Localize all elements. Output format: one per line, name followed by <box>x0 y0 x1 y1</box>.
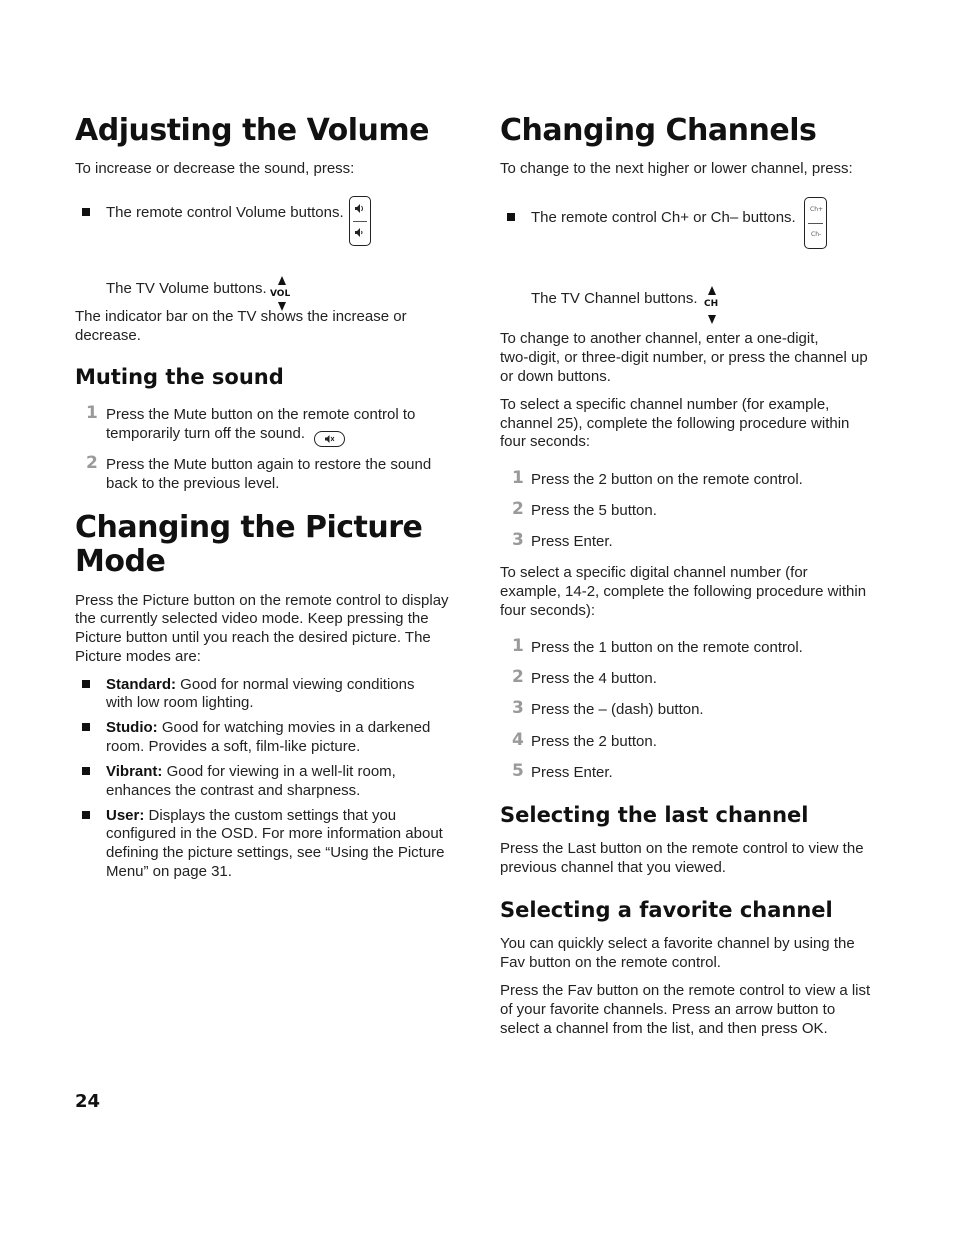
indicator-line-2: decrease. <box>75 327 141 344</box>
mode-term: Standard: <box>106 676 177 693</box>
heading-last-channel: Selecting the last channel <box>500 803 809 827</box>
mode-term: Vibrant: <box>106 763 163 780</box>
mute-step-2-line-2: back to the previous level. <box>106 475 280 492</box>
last-channel-line: previous channel that you viewed. <box>500 859 726 876</box>
channels-para2-line: four seconds: <box>500 433 591 450</box>
digital-step-text: Press the – (dash) button. <box>531 701 704 718</box>
mode-desc: Displays the custom settings that you <box>144 807 397 824</box>
channels-intro: To change to the next higher or lower channel, press: <box>500 160 853 177</box>
heading-adjusting-volume: Adjusting the Volume <box>75 113 430 148</box>
digital-step-text: Press the 2 button. <box>531 733 657 750</box>
mute-step-1-line-1: Press the Mute button on the remote control to <box>106 406 416 423</box>
favorite-para1-line: Fav button on the remote control. <box>500 954 721 971</box>
mode-user-line-2: configured in the OSD. For more information about <box>106 825 443 842</box>
last-channel-line: Press the Last button on the remote control to view the <box>500 840 864 857</box>
channel-step-text: Press the 2 button on the remote control. <box>531 471 803 488</box>
step-number: 1 <box>512 468 524 488</box>
favorite-para1-line: You can quickly select a favorite channel by using the <box>500 935 855 952</box>
heading-picture-mode-line-1: Changing the Picture <box>75 510 423 545</box>
heading-changing-channels: Changing Channels <box>500 113 817 148</box>
channels-para2-line: channel 25), complete the following procedure within <box>500 415 850 432</box>
mute-speaker-icon <box>325 435 335 443</box>
picture-intro-line: Press the Picture button on the remote control to display <box>75 592 449 609</box>
ch-plus-label: Ch+ <box>810 206 824 213</box>
channel-step-text: Press the 5 button. <box>531 502 657 519</box>
mode-term: User: <box>106 807 145 824</box>
arrow-down-icon <box>708 315 716 324</box>
mode-studio-line-2: room. Provides a soft, film-like picture. <box>106 738 361 755</box>
channels-para3-line: To select a specific digital channel number (for <box>500 564 808 581</box>
channels-para1-line: or down buttons. <box>500 368 611 385</box>
mode-standard-line-1 <box>106 675 414 694</box>
speaker-soft-icon <box>355 228 365 237</box>
volume-tv-buttons: The TV Volume buttons. <box>106 280 267 297</box>
picture-intro-line: Picture modes are: <box>75 648 201 665</box>
ch-minus-label: Ch- <box>811 231 822 238</box>
channels-tv-buttons: The TV Channel buttons. <box>531 290 698 307</box>
indicator-line-1: The indicator bar on the TV shows the increase or <box>75 308 407 325</box>
step-number: 3 <box>512 530 524 550</box>
ch-label: CH <box>704 299 719 309</box>
step-number: 2 <box>86 453 98 473</box>
step-number: 5 <box>512 761 524 781</box>
step-number: 2 <box>512 667 524 687</box>
bullet-square <box>82 723 90 731</box>
channel-step-text: Press Enter. <box>531 533 613 550</box>
mode-studio-line-1 <box>106 718 430 737</box>
mode-vibrant-line-1 <box>106 762 396 781</box>
mode-user-line-4: Menu” on page 31. <box>106 863 232 880</box>
volume-bullet-remote: The remote control Volume buttons. <box>106 204 344 221</box>
channels-para1-line: To change to another channel, enter a one-digit, <box>500 330 819 347</box>
heading-picture-mode-line-2: Mode <box>75 544 166 579</box>
speaker-loud-icon <box>355 204 365 213</box>
mode-user-line-3: defining the picture settings, see “Using the Picture <box>106 844 445 861</box>
channels-para3-line: four seconds): <box>500 602 596 619</box>
channels-para2-line: To select a specific channel number (for example, <box>500 396 830 413</box>
page-number: 24 <box>75 1091 101 1112</box>
vol-label: VOL <box>270 289 291 299</box>
mode-desc: Good for watching movies in a darkened <box>157 719 431 736</box>
bullet-square <box>82 767 90 775</box>
remote-divider <box>808 223 823 224</box>
digital-step-text: Press the 4 button. <box>531 670 657 687</box>
channels-bullet-remote: The remote control Ch+ or Ch– buttons. <box>531 209 796 226</box>
arrow-up-icon <box>278 276 286 285</box>
mode-term: Studio: <box>106 719 158 736</box>
favorite-para2-line: Press the Fav button on the remote control to view a list <box>500 982 871 999</box>
remote-volume-buttons-icon <box>349 196 371 246</box>
favorite-para2-line: select a channel from the list, and then press OK. <box>500 1020 828 1037</box>
mode-desc: Good for normal viewing conditions <box>176 676 415 693</box>
bullet-square <box>82 680 90 688</box>
digital-step-text: Press Enter. <box>531 764 613 781</box>
step-number: 2 <box>512 499 524 519</box>
volume-intro: To increase or decrease the sound, press: <box>75 160 355 177</box>
step-number: 4 <box>512 730 524 750</box>
mode-standard-line-2: with low room lighting. <box>106 694 254 711</box>
digital-step-text: Press the 1 button on the remote control. <box>531 639 803 656</box>
step-number: 1 <box>86 403 98 423</box>
picture-intro-line: the currently selected video mode. Keep pressing the <box>75 610 429 627</box>
step-number: 3 <box>512 698 524 718</box>
mute-button-icon <box>314 431 345 447</box>
mute-step-1-line-2: temporarily turn off the sound. <box>106 425 305 442</box>
step-number: 1 <box>512 636 524 656</box>
bullet-square <box>82 811 90 819</box>
mode-vibrant-line-2: enhances the contrast and sharpness. <box>106 782 361 799</box>
mode-user-line-1 <box>106 806 396 825</box>
bullet-square <box>82 208 90 216</box>
heading-favorite-channel: Selecting a favorite channel <box>500 898 833 922</box>
favorite-para2-line: of your favorite channels. Press an arrow button to <box>500 1001 836 1018</box>
remote-divider <box>353 221 367 222</box>
bullet-square <box>507 213 515 221</box>
mute-step-2-line-1: Press the Mute button again to restore the sound <box>106 456 432 473</box>
picture-intro-line: Picture button until you reach the desired picture. The <box>75 629 431 646</box>
channels-para3-line: example, 14-2, complete the following procedure within <box>500 583 867 600</box>
remote-channel-buttons-icon <box>804 197 827 249</box>
arrow-up-icon <box>708 286 716 295</box>
mode-desc: Good for viewing in a well-lit room, <box>162 763 396 780</box>
channels-para1-line: two-digit, or three-digit number, or press the channel up <box>500 349 868 366</box>
heading-muting-sound: Muting the sound <box>75 365 284 389</box>
